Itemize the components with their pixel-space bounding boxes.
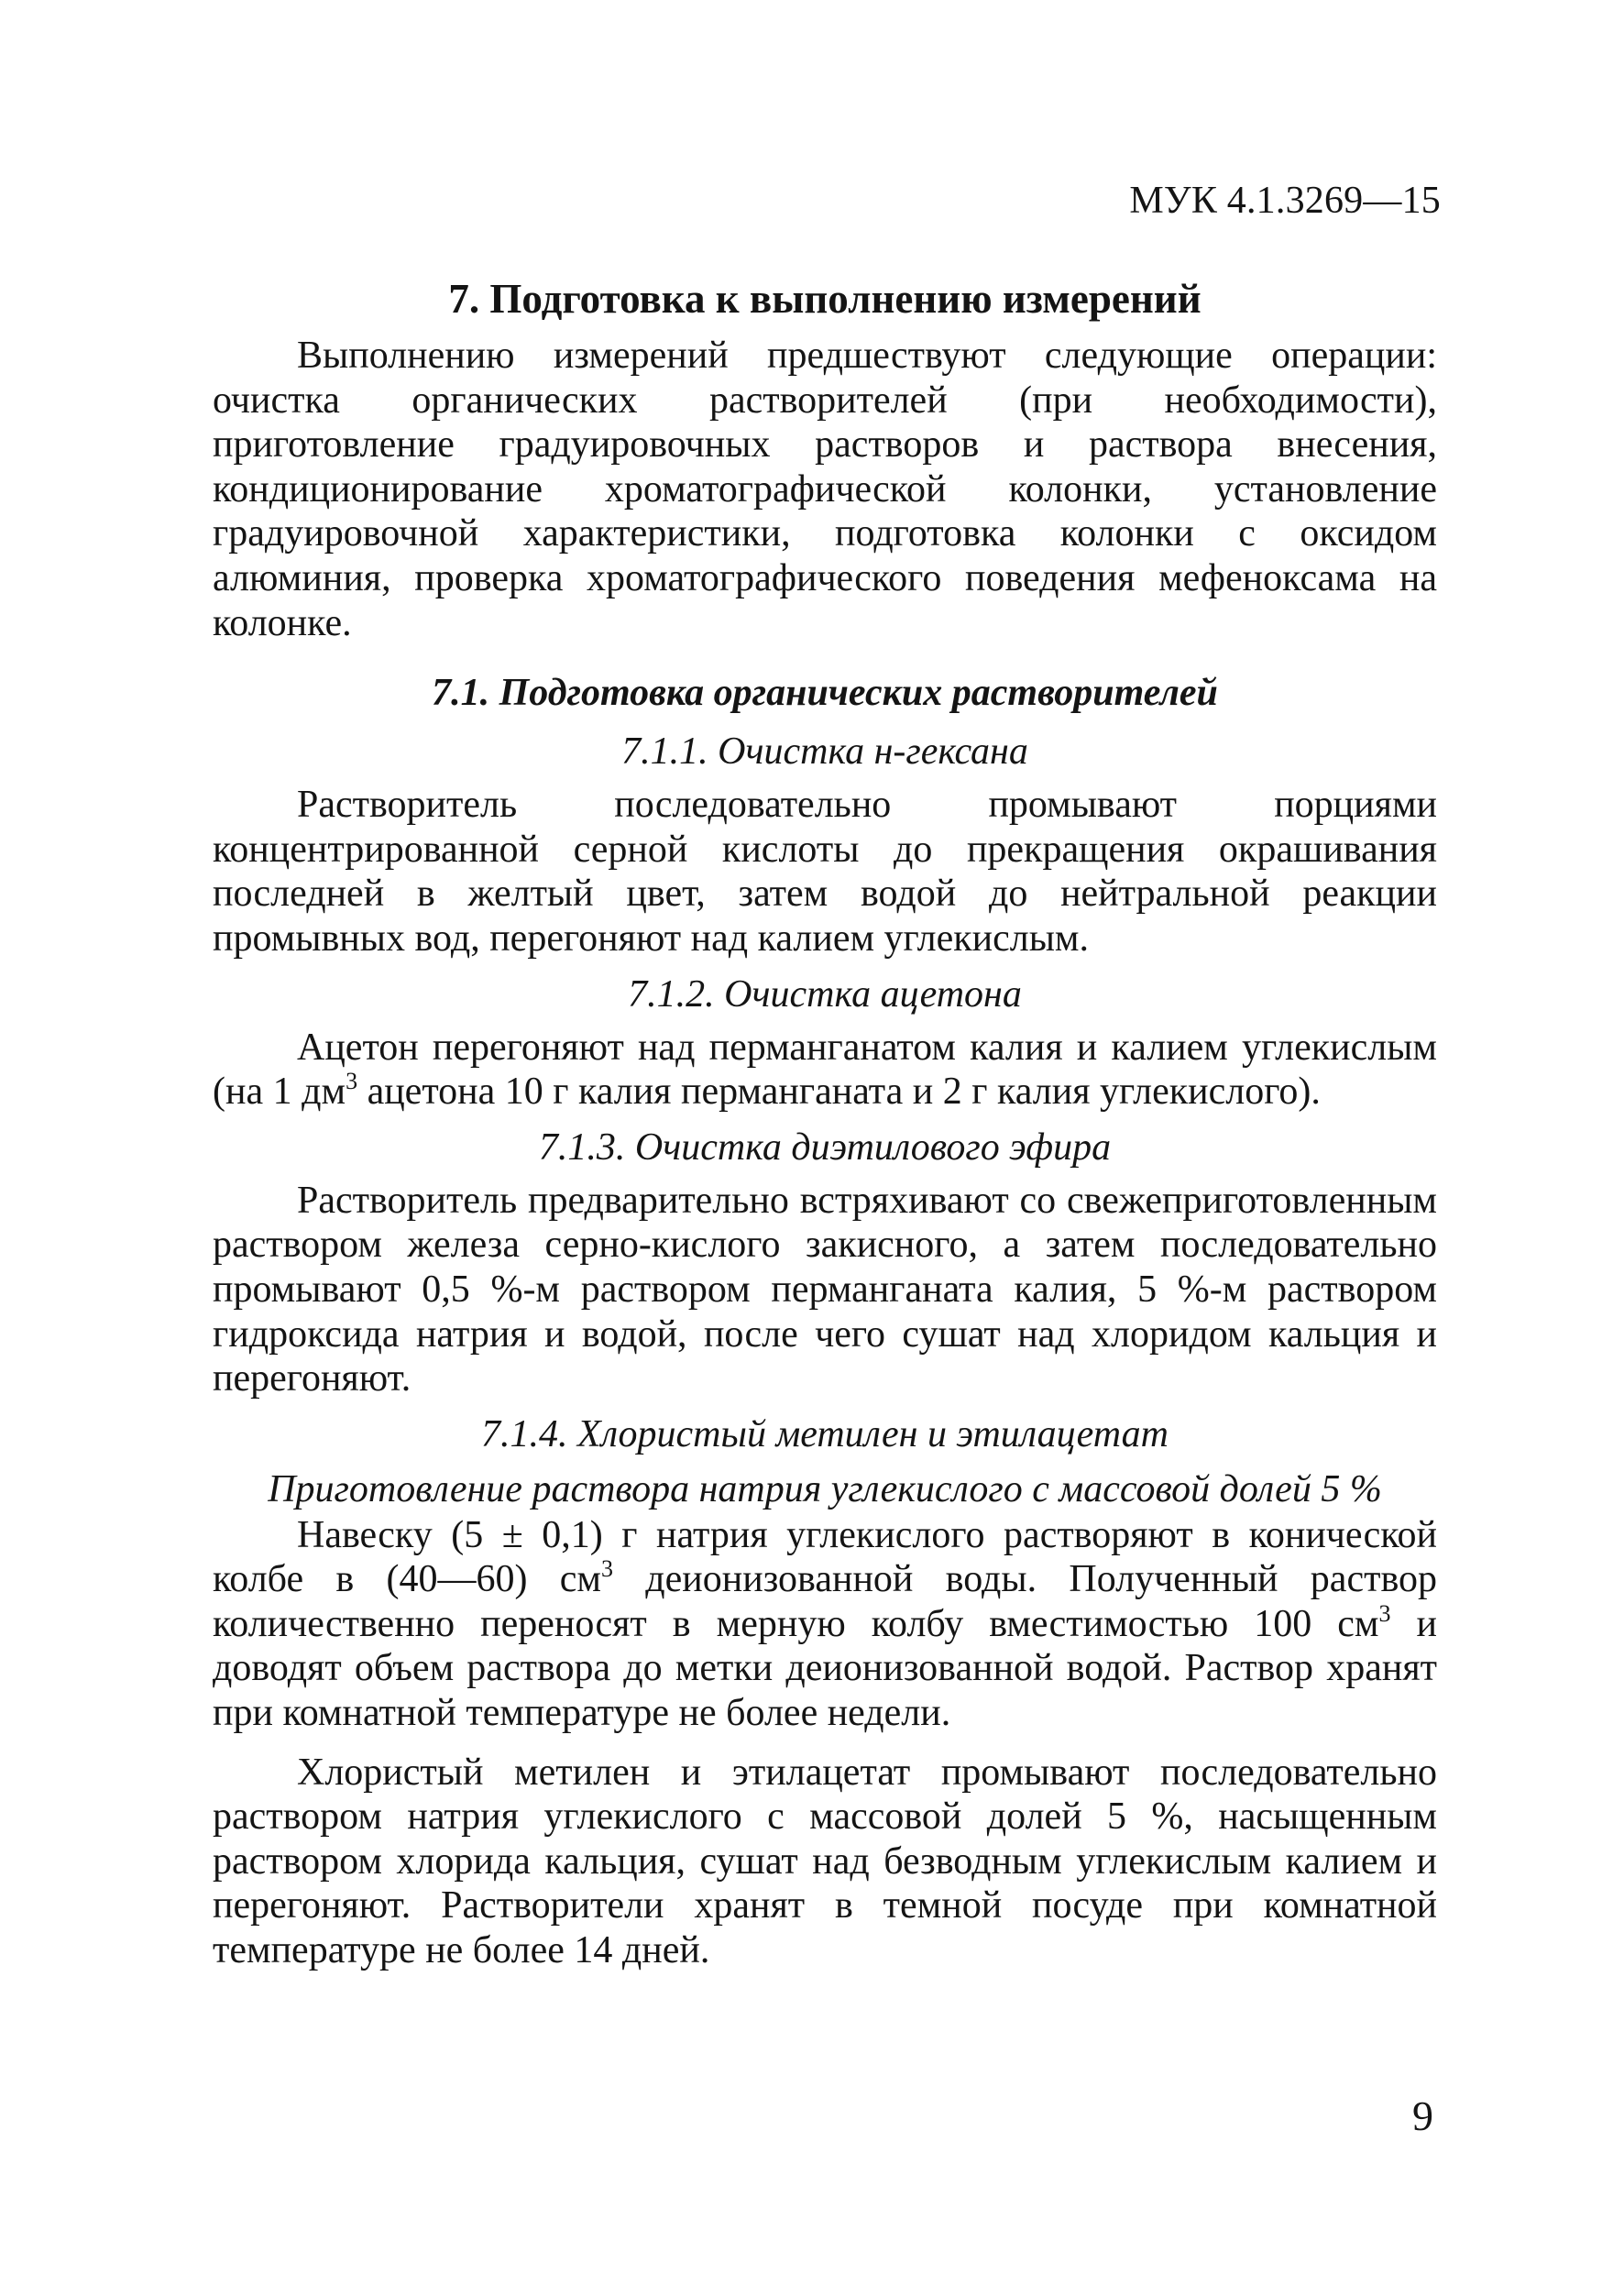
section-7-1-4-p1-b: деионизованной воды. Полученный раствор количественно переносят в мерную колбу вместимостью 100 см — [213, 1558, 1437, 1645]
section-7-1-2-text-a: Ацетон перегоняют над перманганатом калия и калием углекислым (на 1 дм — [213, 1026, 1437, 1114]
section-7-1-2-text-b: ацетона 10 г калия перманганата и 2 г калия углекислого). — [357, 1071, 1321, 1114]
section-7-1-2-text — [213, 1026, 1437, 1115]
section-7-1-4-p1-superscript-2: 3 — [1378, 1599, 1391, 1627]
section-7-1-2-title: 7.1.2. Очистка ацетона — [628, 972, 1022, 1016]
section-7-1-4-p1-a: Навеску (5 ± 0,1) г натрия углекислого растворяют в конической колбе в (40—60) см — [213, 1513, 1437, 1601]
section-7-1-4-subtitle: Приготовление раствора натрия углекислого с массовой долей 5 % — [268, 1467, 1382, 1510]
page-number: 9 — [1412, 2092, 1433, 2139]
section-7-1-4-p1-superscript-1: 3 — [601, 1555, 613, 1583]
section-7-1-1-title: 7.1.1. Очистка н-гексана — [621, 730, 1028, 774]
section-7-1-title: 7.1. Подготовка органических растворителей — [432, 672, 1218, 715]
section-7-1-4-paragraph-2: Хлористый метилен и этилацетат промывают последовательно раствором натрия углекислого с массовой долей 5 %, насыщенным раствором хлорида кальция, сушат над безводным углекислым калием и перегоняют. Растворители хранят в темной посуде при комнатной температуре не более 14 дней. — [213, 1751, 1437, 1972]
section-7-1-3-text: Растворитель предварительно встряхивают со свежеприготовленным раствором железа серно-кислого закисного, а затем последовательно промывают 0,5 %-м раствором перманганата калия, 5 %-м раствором гидроксида натрия и водой, после чего сушат над хлоридом кальция и перегоняют. — [213, 1179, 1437, 1400]
section-7-title: 7. Подготовка к выполнению измерений — [448, 276, 1202, 322]
section-7-1-3-title: 7.1.3. Очистка диэтилового эфира — [538, 1126, 1112, 1169]
section-7-intro: Выполнению измерений предшествуют следующие операции: очистка органических растворителей (при необходимости), приготовление градуировочных растворов и раствора внесения, кондиционирование хроматографической колонки, установление градуировочной характеристики, подготовка колонки с оксидом алюминия, проверка хроматографического поведения мефеноксама на колонке. — [213, 335, 1437, 644]
document-code: МУК 4.1.3269—15 — [1129, 180, 1441, 222]
section-7-1-4-paragraph-1 — [213, 1513, 1437, 1736]
section-7-1-4-title: 7.1.4. Хлористый метилен и этилацетат — [481, 1412, 1169, 1455]
section-7-1-4-p1-c: и доводят объем раствора до метки деионизованной водой. Раствор хранят при комнатной температуре не более недели. — [213, 1602, 1438, 1735]
section-7-1-1-text: Растворитель последовательно промывают порциями концентрированной серной кислоты до прекращения окрашивания последней в желтый цвет, затем водой до нейтральной реакции промывных вод, перегоняют над калием углекислым. — [213, 784, 1437, 960]
section-7-1-2-superscript: 3 — [346, 1068, 358, 1095]
page-content — [213, 271, 1437, 1973]
